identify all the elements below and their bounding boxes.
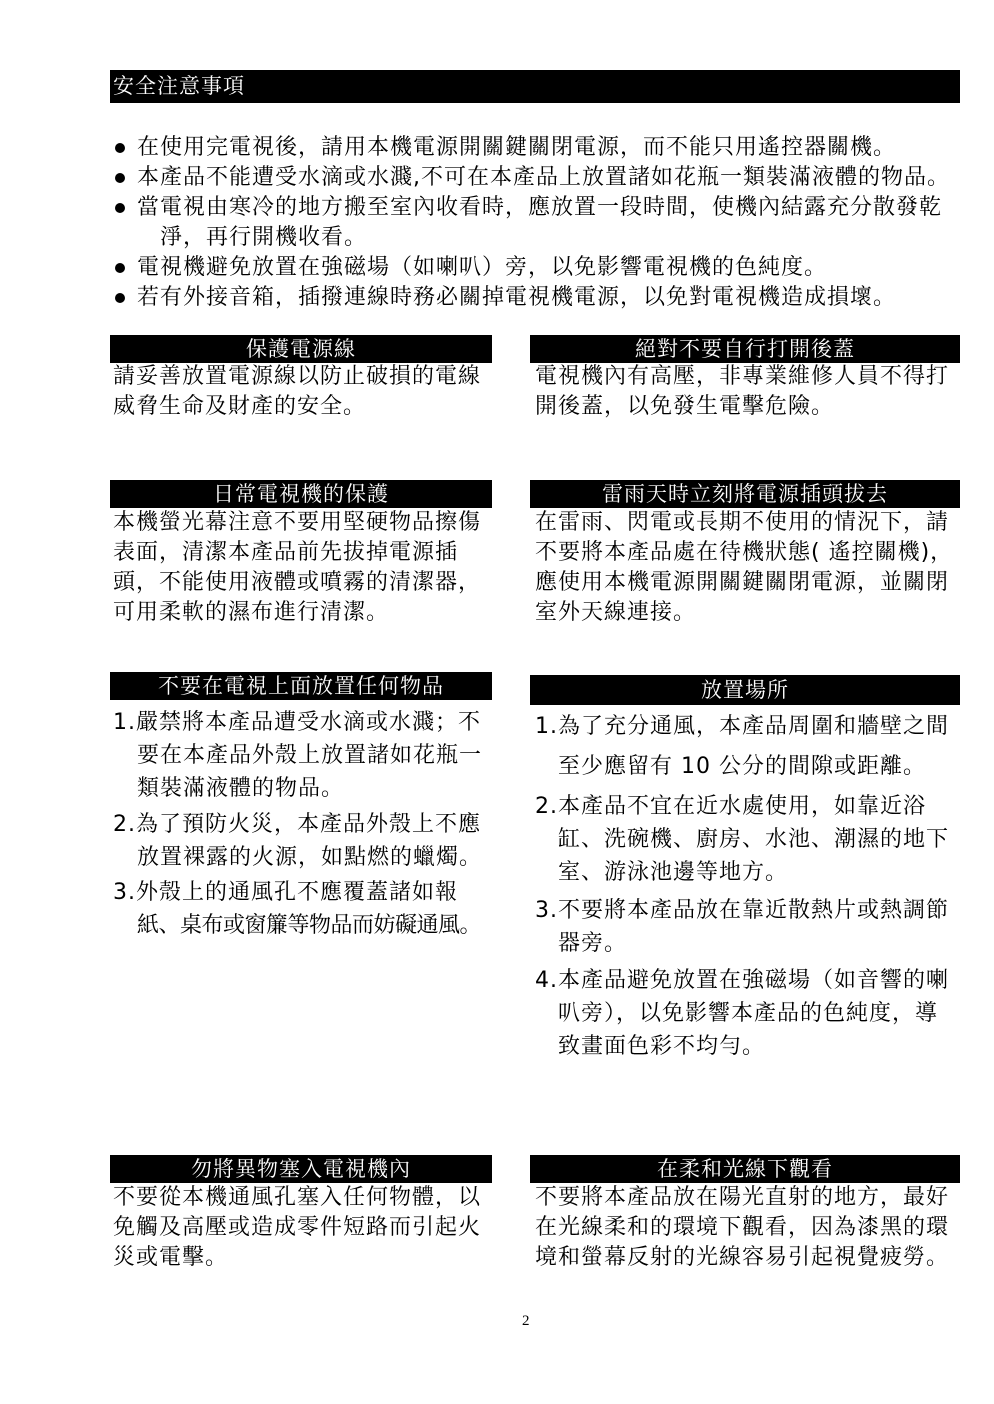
numbered-item <box>113 808 482 874</box>
body-line: 頭，不能使用液體或噴霧的清潔器， <box>113 570 482 595</box>
numbered-item <box>535 790 949 889</box>
body-line: 不要從本機通風孔塞入任何物體，以 <box>113 1185 482 1210</box>
bullet-item <box>110 163 950 193</box>
section-body-back-cover <box>535 362 949 422</box>
numbered-item <box>535 964 949 1063</box>
item-line: 3.外殼上的通風孔不應覆蓋諸如報 <box>113 880 458 905</box>
section-heading-daily-care: 日常電視機的保護 <box>110 480 492 508</box>
item-line: 至少應留有 10 公分的間隙或距離。 <box>558 754 926 779</box>
body-line: 免觸及高壓或造成零件短路而引起火 <box>113 1215 482 1240</box>
section-body-foreign-objects <box>113 1183 481 1273</box>
body-line: 在雷雨、閃電或長期不使用的情況下，請 <box>535 510 950 535</box>
item-line: 叭旁），以免影響本產品的色純度，導 <box>558 1001 939 1026</box>
bullet-icon <box>115 263 125 273</box>
body-line: 請妥善放置電源線以防止破損的電線 <box>113 364 482 389</box>
bullet-item <box>110 283 950 313</box>
item-line: 類裝滿液體的物品。 <box>137 776 345 801</box>
item-line: 致畫面色彩不均勻。 <box>558 1034 766 1059</box>
bullet-icon <box>115 203 125 213</box>
item-line: 器旁。 <box>558 931 628 956</box>
body-line: 境和螢幕反射的光線容易引起視覺疲勞。 <box>535 1245 950 1270</box>
body-line: 應使用本機電源開關鍵關閉電源，並關閉 <box>535 570 950 595</box>
section-body-power-cord <box>113 362 481 422</box>
section-heading-thunderstorm: 雷雨天時立刻將電源插頭拔去 <box>530 480 960 508</box>
body-line: 電視機內有高壓，非專業維修人員不得打 <box>535 364 950 389</box>
numbered-item <box>535 894 949 960</box>
item-line: 室、游泳池邊等地方。 <box>558 860 789 885</box>
header-bar <box>110 70 960 103</box>
item-line: 要在本產品外殼上放置諸如花瓶一 <box>137 743 483 768</box>
item-line: 紙、桌布或窗簾等物品而妨礙通風。 <box>137 913 482 938</box>
bullet-text: 電視機避免放置在強磁場（如喇叭）旁，以免影響電視機的色純度。 <box>137 255 828 280</box>
body-line: 本機螢光幕注意不要用堅硬物品擦傷 <box>113 510 482 535</box>
body-line: 在光線柔和的環境下觀看，因為漆黑的環 <box>535 1215 950 1240</box>
section-heading-foreign-objects: 勿將異物塞入電視機內 <box>110 1155 492 1183</box>
bullet-item <box>110 133 950 163</box>
item-line: 3.不要將本產品放在靠近散熱片或熱調節 <box>535 898 949 923</box>
bullet-icon <box>115 143 125 153</box>
section-heading-soft-light: 在柔和光線下觀看 <box>530 1155 960 1183</box>
bullet-text-continued: 淨，再行開機收看。 <box>160 225 368 250</box>
bullet-icon <box>115 293 125 303</box>
body-line: 可用柔軟的濕布進行清潔。 <box>113 600 390 625</box>
numbered-item <box>535 707 949 787</box>
bullet-item <box>110 193 950 253</box>
body-line: 不要將本產品放在陽光直射的地方，最好 <box>535 1185 950 1210</box>
item-line: 1.嚴禁將本產品遭受水滴或水濺；不 <box>113 710 481 735</box>
page-title: 安全注意事項 <box>113 74 245 98</box>
item-line: 1.為了充分通風，本產品周圍和牆壁之間 <box>535 714 949 739</box>
body-line: 表面，清潔本產品前先拔掉電源插 <box>113 540 459 565</box>
item-line: 缸、洗碗機、廚房、水池、潮濕的地下 <box>558 827 950 852</box>
body-line: 室外天線連接。 <box>535 600 697 625</box>
page-number: 2 <box>522 1313 530 1329</box>
section-body-soft-light <box>535 1183 949 1273</box>
safety-bullet-list <box>110 133 950 313</box>
section-heading-back-cover: 絕對不要自行打開後蓋 <box>530 335 960 363</box>
body-line: 不要將本產品處在待機狀態( 遙控關機)， <box>535 540 954 565</box>
section-heading-no-objects: 不要在電視上面放置任何物品 <box>110 672 492 700</box>
numbered-item <box>113 706 482 805</box>
bullet-icon <box>115 173 125 183</box>
item-line: 2.本產品不宜在近水處使用，如靠近浴 <box>535 794 926 819</box>
body-line: 威脅生命及財產的安全。 <box>113 394 367 419</box>
bullet-text: 在使用完電視後，請用本機電源開關鍵關閉電源，而不能只用遙控器關機。 <box>137 135 897 160</box>
bullet-text: 當電視由寒冷的地方搬至室內收看時，應放置一段時間，使機內結露充分散發乾 <box>137 195 943 220</box>
numbered-item <box>113 876 481 942</box>
section-heading-placement: 放置場所 <box>530 675 960 705</box>
body-line: 開後蓋，以免發生電擊危險。 <box>535 394 835 419</box>
item-line: 2.為了預防火災，本產品外殼上不應 <box>113 812 481 837</box>
section-body-daily-care <box>113 508 481 628</box>
body-line: 災或電擊。 <box>113 1245 229 1270</box>
item-line: 放置裸露的火源，如點燃的蠟燭。 <box>137 845 483 870</box>
section-heading-power-cord: 保護電源線 <box>110 335 492 363</box>
section-body-thunderstorm <box>535 508 953 628</box>
bullet-item <box>110 253 950 283</box>
bullet-text: 本產品不能遭受水滴或水濺,不可在本產品上放置諸如花瓶一類裝滿液體的物品。 <box>137 165 950 190</box>
item-line: 4.本產品避免放置在強磁場（如音響的喇 <box>535 968 949 993</box>
bullet-text: 若有外接音箱，插撥連線時務必關掉電視機電源，以免對電視機造成損壞。 <box>137 285 897 310</box>
